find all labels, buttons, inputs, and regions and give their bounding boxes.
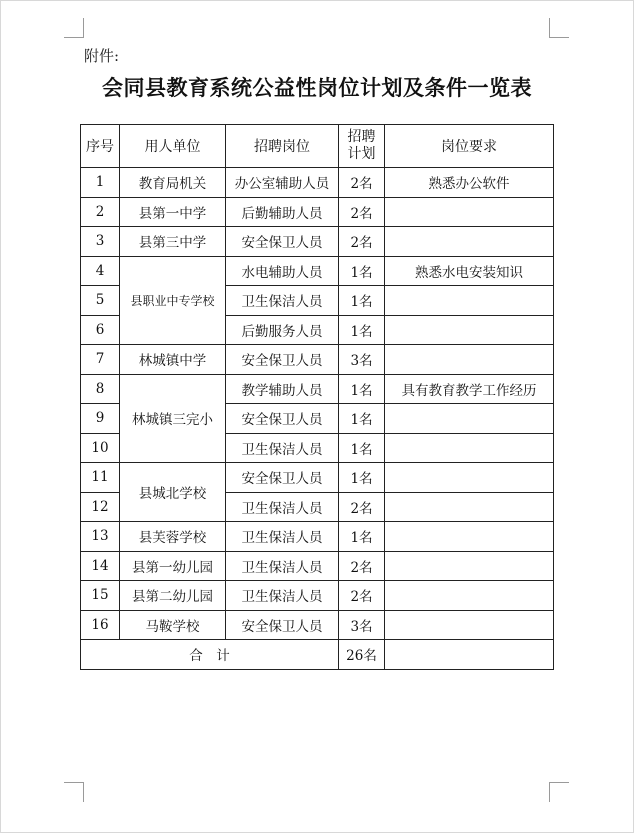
row-requirement: 熟悉办公软件 <box>385 168 554 198</box>
row-requirement <box>385 315 554 345</box>
crop-mark-bottom-left-v <box>83 782 84 802</box>
header-post: 招聘岗位 <box>226 125 339 168</box>
row-count: 1名 <box>339 374 385 404</box>
row-count: 3名 <box>339 610 385 640</box>
row-index: 5 <box>81 286 120 316</box>
table-row <box>81 345 554 375</box>
header-index: 序号 <box>81 125 120 168</box>
row-requirement <box>385 610 554 640</box>
table-row <box>81 227 554 257</box>
row-index: 10 <box>81 433 120 463</box>
row-requirement: 熟悉水电安装知识 <box>385 256 554 286</box>
row-post: 办公室辅助人员 <box>226 168 339 198</box>
row-post: 卫生保洁人员 <box>226 492 339 522</box>
row-requirement <box>385 286 554 316</box>
row-post: 卫生保洁人员 <box>226 581 339 611</box>
crop-mark-bottom-right-v <box>549 782 550 802</box>
table-row <box>81 463 554 493</box>
header-unit: 用人单位 <box>120 125 226 168</box>
crop-mark-bottom-right-h <box>549 782 569 783</box>
row-count: 2名 <box>339 581 385 611</box>
row-index: 1 <box>81 168 120 198</box>
row-requirement <box>385 433 554 463</box>
row-unit: 县第三中学 <box>120 227 226 257</box>
row-unit: 林城镇中学 <box>120 345 226 375</box>
row-count: 1名 <box>339 315 385 345</box>
row-unit: 县第二幼儿园 <box>120 581 226 611</box>
table-row <box>81 610 554 640</box>
row-unit: 县第一幼儿园 <box>120 551 226 581</box>
row-post: 卫生保洁人员 <box>226 286 339 316</box>
row-count: 2名 <box>339 227 385 257</box>
total-count: 26名 <box>339 640 385 670</box>
crop-mark-top-left-h <box>64 37 84 38</box>
row-unit: 县芙蓉学校 <box>120 522 226 552</box>
row-index: 16 <box>81 610 120 640</box>
annex-label: 附件: <box>84 47 120 65</box>
row-post: 安全保卫人员 <box>226 404 339 434</box>
row-count: 1名 <box>339 256 385 286</box>
row-post: 安全保卫人员 <box>226 610 339 640</box>
row-index: 4 <box>81 256 120 286</box>
row-index: 14 <box>81 551 120 581</box>
row-count: 2名 <box>339 168 385 198</box>
row-index: 9 <box>81 404 120 434</box>
row-index: 3 <box>81 227 120 257</box>
recruitment-plan-table <box>80 124 554 670</box>
row-index: 13 <box>81 522 120 552</box>
row-post: 水电辅助人员 <box>226 256 339 286</box>
document-title: 会同县教育系统公益性岗位计划及条件一览表 <box>102 75 532 100</box>
table-row <box>81 374 554 404</box>
row-post: 卫生保洁人员 <box>226 522 339 552</box>
row-unit-merged: 县职业中专学校 <box>120 256 226 345</box>
row-requirement <box>385 197 554 227</box>
crop-mark-top-left-v <box>83 18 84 38</box>
row-count: 1名 <box>339 522 385 552</box>
row-index: 8 <box>81 374 120 404</box>
row-count: 2名 <box>339 551 385 581</box>
table-header-row <box>81 125 554 168</box>
row-count: 2名 <box>339 492 385 522</box>
row-index: 12 <box>81 492 120 522</box>
row-post: 卫生保洁人员 <box>226 551 339 581</box>
row-count: 1名 <box>339 433 385 463</box>
row-requirement <box>385 581 554 611</box>
row-index: 15 <box>81 581 120 611</box>
table-row <box>81 197 554 227</box>
row-post: 安全保卫人员 <box>226 345 339 375</box>
row-unit: 教育局机关 <box>120 168 226 198</box>
row-post: 后勤服务人员 <box>226 315 339 345</box>
row-requirement <box>385 227 554 257</box>
total-label: 合 计 <box>81 640 339 670</box>
row-unit-merged: 县城北学校 <box>120 463 226 522</box>
row-index: 11 <box>81 463 120 493</box>
row-requirement <box>385 522 554 552</box>
header-count-line1: 招聘 <box>347 129 376 145</box>
row-unit: 马鞍学校 <box>120 610 226 640</box>
row-requirement <box>385 404 554 434</box>
row-index: 2 <box>81 197 120 227</box>
row-unit-merged: 林城镇三完小 <box>120 374 226 463</box>
row-count: 2名 <box>339 197 385 227</box>
crop-mark-top-right-v <box>549 18 550 38</box>
row-post: 卫生保洁人员 <box>226 433 339 463</box>
row-index: 7 <box>81 345 120 375</box>
header-count-line2: 计划 <box>347 146 376 162</box>
table-row <box>81 522 554 552</box>
row-post: 安全保卫人员 <box>226 227 339 257</box>
row-requirement: 具有教育教学工作经历 <box>385 374 554 404</box>
row-post: 后勤辅助人员 <box>226 197 339 227</box>
row-requirement <box>385 551 554 581</box>
row-requirement <box>385 345 554 375</box>
row-index: 6 <box>81 315 120 345</box>
total-requirement <box>385 640 554 670</box>
row-count: 1名 <box>339 404 385 434</box>
crop-mark-top-right-h <box>549 37 569 38</box>
row-count: 1名 <box>339 286 385 316</box>
table-row <box>81 256 554 286</box>
row-requirement <box>385 492 554 522</box>
header-requirement: 岗位要求 <box>385 125 554 168</box>
row-unit: 县第一中学 <box>120 197 226 227</box>
crop-mark-bottom-left-h <box>64 782 84 783</box>
table-row <box>81 581 554 611</box>
table-row <box>81 168 554 198</box>
row-post: 教学辅助人员 <box>226 374 339 404</box>
table-row <box>81 551 554 581</box>
row-count: 3名 <box>339 345 385 375</box>
header-count <box>339 125 385 168</box>
total-row <box>81 640 554 670</box>
row-count: 1名 <box>339 463 385 493</box>
row-post: 安全保卫人员 <box>226 463 339 493</box>
row-requirement <box>385 463 554 493</box>
